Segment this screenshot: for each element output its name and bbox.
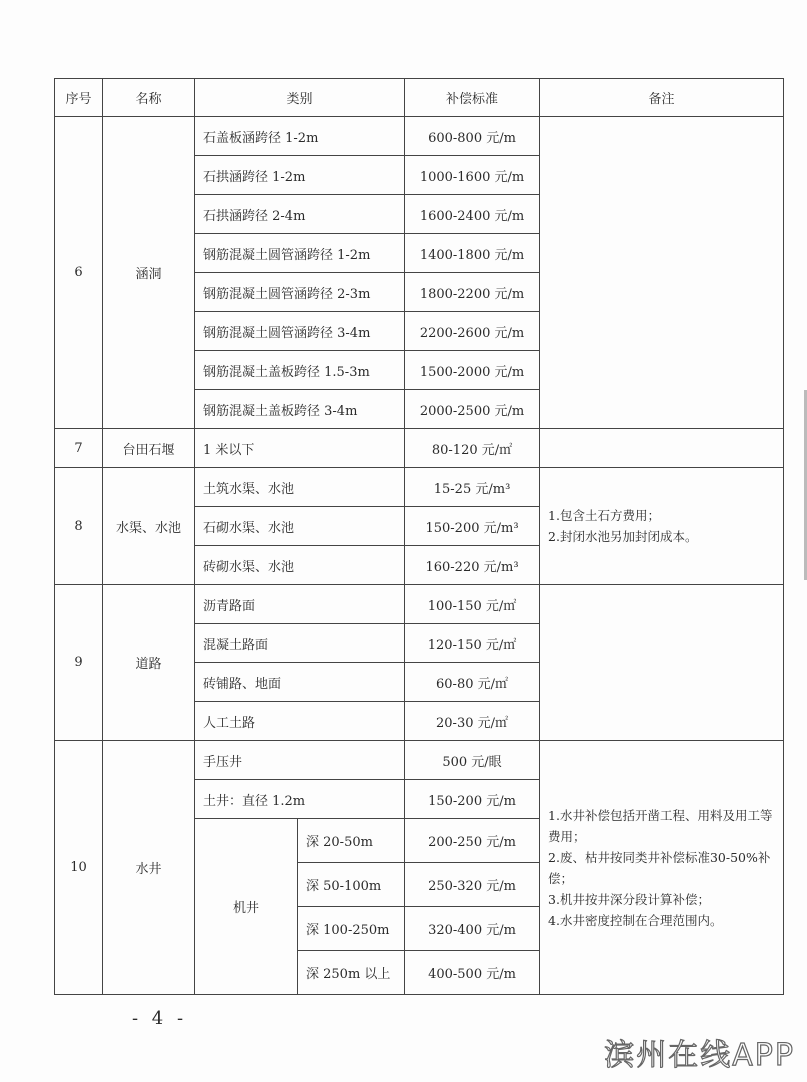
standard-cell: 2000-2500 元/m	[405, 390, 540, 429]
category-cell: 钢筋混凝土圆管涵跨径 1-2m	[195, 234, 405, 273]
category-cell: 深 50-100m	[298, 863, 405, 907]
note-cell	[540, 585, 784, 741]
category-cell: 砖铺路、地面	[195, 663, 405, 702]
standard-cell: 160-220 元/m³	[405, 546, 540, 585]
table-row	[55, 429, 784, 468]
row-number: 8	[55, 468, 103, 585]
row-number: 10	[55, 741, 103, 995]
standard-cell: 2200-2600 元/m	[405, 312, 540, 351]
standard-cell: 600-800 元/m	[405, 117, 540, 156]
note-line: 3.机井按井深分段计算补偿；	[548, 891, 710, 907]
category-cell: 深 20-50m	[298, 819, 405, 863]
category-cell: 钢筋混凝土盖板跨径 1.5-3m	[195, 351, 405, 390]
category-cell: 土井：直径 1.2m	[195, 780, 405, 819]
note-cell	[540, 117, 784, 429]
header-name: 名称	[103, 79, 195, 117]
standard-cell: 80-120 元/㎡	[405, 429, 540, 468]
standard-cell: 120-150 元/㎡	[405, 624, 540, 663]
compensation-table	[54, 78, 784, 995]
category-cell: 钢筋混凝土圆管涵跨径 2-3m	[195, 273, 405, 312]
table-row	[55, 741, 784, 780]
standard-cell: 150-200 元/m³	[405, 507, 540, 546]
header-note: 备注	[540, 79, 784, 117]
row-number: 9	[55, 585, 103, 741]
row-name: 道路	[103, 585, 195, 741]
header-no: 序号	[55, 79, 103, 117]
note-line: 1.水井补偿包括开凿工程、用料及用工等费用；	[548, 807, 773, 844]
row-name: 水渠、水池	[103, 468, 195, 585]
standard-cell: 250-320 元/m	[405, 863, 540, 907]
note-cell	[540, 429, 784, 468]
category-cell: 砖砌水渠、水池	[195, 546, 405, 585]
category-cell: 深 100-250m	[298, 907, 405, 951]
standard-cell: 1600-2400 元/m	[405, 195, 540, 234]
category-cell: 沥青路面	[195, 585, 405, 624]
note-line: 2.废、枯井按同类井补偿标准30-50%补偿；	[548, 849, 771, 886]
note-cell	[540, 468, 784, 585]
note-line: 2.封闭水池另加封闭成本。	[548, 529, 698, 544]
row-name: 涵洞	[103, 117, 195, 429]
standard-cell: 200-250 元/m	[405, 819, 540, 863]
row-name: 台田石堰	[103, 429, 195, 468]
table-row	[55, 585, 784, 624]
category-cell: 土筑水渠、水池	[195, 468, 405, 507]
standard-cell: 150-200 元/m	[405, 780, 540, 819]
standard-cell: 20-30 元/㎡	[405, 702, 540, 741]
watermark-logo: 滨州在线APP	[604, 1038, 795, 1073]
note-cell	[540, 741, 784, 995]
category-cell: 石拱涵跨径 1-2m	[195, 156, 405, 195]
category-cell: 人工土路	[195, 702, 405, 741]
standard-cell: 1000-1600 元/m	[405, 156, 540, 195]
standard-cell: 60-80 元/㎡	[405, 663, 540, 702]
standard-cell: 1500-2000 元/m	[405, 351, 540, 390]
standard-cell: 500 元/眼	[405, 741, 540, 780]
category-cell: 石盖板涵跨径 1-2m	[195, 117, 405, 156]
header-category: 类别	[195, 79, 405, 117]
standard-cell: 400-500 元/m	[405, 951, 540, 995]
standard-cell: 1400-1800 元/m	[405, 234, 540, 273]
page-number: - 4 -	[132, 1008, 188, 1029]
subcategory-name: 机井	[195, 819, 298, 995]
note-line: 4.水井密度控制在合理范围内。	[548, 912, 723, 928]
category-cell: 1 米以下	[195, 429, 405, 468]
standard-cell: 100-150 元/㎡	[405, 585, 540, 624]
category-cell: 手压井	[195, 741, 405, 780]
category-cell: 钢筋混凝土圆管涵跨径 3-4m	[195, 312, 405, 351]
header-standard: 补偿标准	[405, 79, 540, 117]
row-number: 7	[55, 429, 103, 468]
row-number: 6	[55, 117, 103, 429]
table-row	[55, 468, 784, 507]
standard-cell: 1800-2200 元/m	[405, 273, 540, 312]
category-cell: 石拱涵跨径 2-4m	[195, 195, 405, 234]
standard-cell: 15-25 元/m³	[405, 468, 540, 507]
category-cell: 深 250m 以上	[298, 951, 405, 995]
standard-cell: 320-400 元/m	[405, 907, 540, 951]
category-cell: 石砌水渠、水池	[195, 507, 405, 546]
category-cell: 钢筋混凝土盖板跨径 3-4m	[195, 390, 405, 429]
note-line: 1.包含土石方费用；	[548, 508, 660, 523]
category-cell: 混凝土路面	[195, 624, 405, 663]
table-row	[55, 117, 784, 156]
row-name: 水井	[103, 741, 195, 995]
header-row	[55, 79, 784, 117]
